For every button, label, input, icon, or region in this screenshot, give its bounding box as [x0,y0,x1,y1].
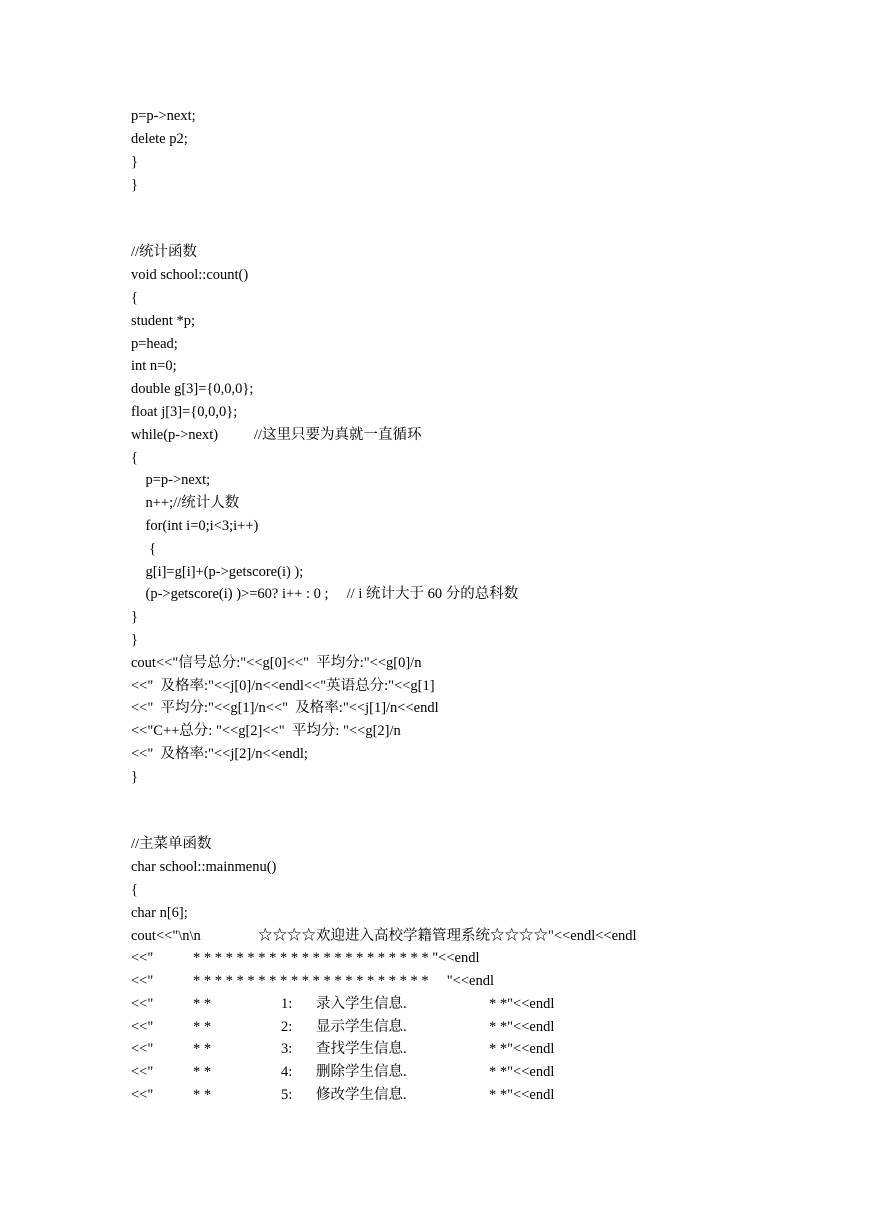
code-line: g[i]=g[i]+(p->getscore(i) ); [131,564,304,580]
function-signature: void school::count() [131,267,249,283]
menu-stars: * * [193,1087,212,1103]
code-line: (p->getscore(i) )>=60? i++ : 0 ; // i 统计大于 60 分的总科数 [131,586,519,602]
code-line: } [131,154,138,170]
line-prefix: <<" [131,950,154,966]
code-line: { [131,882,138,898]
menu-label: 录入学生信息. [316,996,407,1012]
menu-number: 1: [281,996,293,1012]
code-line: int n=0; [131,358,177,374]
code-line: } [131,609,138,625]
menu-end: * *"<<endl [489,996,555,1012]
code-line: n++;//统计人数 [131,495,240,511]
menu-number: 5: [281,1087,293,1103]
line-prefix: <<" [131,973,154,989]
while-comment: //这里只要为真就一直循环 [254,427,422,443]
line-prefix: <<" [131,1087,154,1103]
line-prefix: <<" [131,996,154,1012]
line-prefix: <<" [131,1064,154,1080]
menu-stars: * * [193,1041,212,1057]
menu-label: 显示学生信息. [316,1019,407,1035]
menu-label: 修改学生信息. [316,1087,407,1103]
cout-banner: ☆☆☆☆欢迎进入高校学籍管理系统☆☆☆☆"<<endl<<endl [258,928,637,944]
menu-end: * *"<<endl [489,1019,555,1035]
star-line: * * * * * * * * * * * * * * * * * * * * * * "<<endl [193,950,480,966]
star-line: * * * * * * * * * * * * * * * * * * * * * * "<<endl [193,973,494,989]
code-line: } [131,177,138,193]
line-prefix: <<" [131,1041,154,1057]
section-comment: //统计函数 [131,244,198,260]
code-line: <<" 平均分:"<<g[1]/n<<" 及格率:"<<j[1]/n<<endl [131,700,439,716]
line-prefix: <<" [131,1019,154,1035]
cout-left: cout<<"\n\n [131,928,201,944]
menu-number: 2: [281,1019,293,1035]
code-line: { [131,450,138,466]
while-code: while(p->next) [131,427,219,443]
code-line: <<" 及格率:"<<j[0]/n<<endl<<"英语总分:"<<g[1] [131,678,435,694]
function-signature: char school::mainmenu() [131,859,277,875]
menu-end: * *"<<endl [489,1087,555,1103]
code-line: for(int i=0;i<3;i++) [131,518,259,534]
menu-end: * *"<<endl [489,1064,555,1080]
code-line: } [131,769,138,785]
code-line: double g[3]={0,0,0}; [131,381,254,397]
code-line: p=p->next; [131,108,196,124]
menu-stars: * * [193,1064,212,1080]
menu-stars: * * [193,996,212,1012]
code-line: float j[3]={0,0,0}; [131,404,238,420]
code-line: p=head; [131,336,178,352]
code-line: student *p; [131,313,196,329]
code-line: p=p->next; [131,472,211,488]
code-line: <<" 及格率:"<<j[2]/n<<endl; [131,746,308,762]
code-line: { [131,290,138,306]
section-comment: //主菜单函数 [131,836,212,852]
menu-label: 删除学生信息. [316,1064,407,1080]
menu-number: 4: [281,1064,293,1080]
menu-number: 3: [281,1041,293,1057]
code-line: <<"C++总分: "<<g[2]<<" 平均分: "<<g[2]/n [131,723,401,739]
menu-label: 查找学生信息. [316,1041,407,1057]
code-line: { [131,541,157,557]
code-line: char n[6]; [131,905,188,921]
menu-stars: * * [193,1019,212,1035]
menu-end: * *"<<endl [489,1041,555,1057]
code-line: delete p2; [131,131,188,147]
code-line: cout<<"信号总分:"<<g[0]<<" 平均分:"<<g[0]/n [131,655,422,671]
code-line: } [131,632,138,648]
